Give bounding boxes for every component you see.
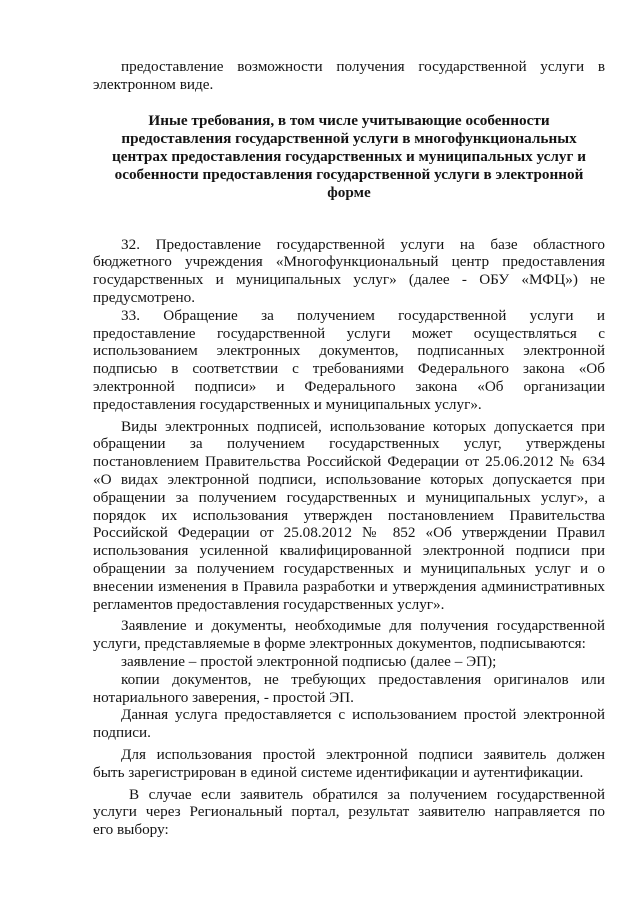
- text-line: государственных и муниципальных услуг» (далее - ОБУ «МФЦ») не: [93, 271, 605, 289]
- text-line: предусмотрено.: [93, 288, 196, 306]
- document-page: [93, 58, 605, 839]
- text-line: его выбору:: [93, 821, 169, 839]
- text-line: обращении за получением государственных услуг, утверждены: [93, 435, 605, 453]
- heading-line: особенности предоставления государственной услуги в электронной: [114, 165, 584, 183]
- text-line: предоставления государственных и муниципальных услуг».: [93, 395, 482, 413]
- heading-line: Иные требования, в том числе учитывающие особенности: [148, 111, 550, 129]
- text-line: обращении за получением государственных и муниципальных услуг», а: [93, 488, 605, 506]
- paragraph-register: [93, 746, 605, 782]
- text-line: электронной подписи» и Федерального закона «Об организации: [93, 377, 605, 395]
- text-line: обращении за получением государственных и муниципальных услуг и о: [93, 559, 605, 577]
- text-line: использованием электронных документов, подписанных электронной: [93, 342, 605, 360]
- text-line: бюджетного учреждения «Многофункциональный центр предоставления: [93, 253, 605, 271]
- text-line: Заявление и документы, необходимые для получения государственной: [121, 617, 605, 635]
- text-line: регламентов предоставления государственных услуг».: [93, 595, 445, 613]
- text-line: В случае если заявитель обратился за получением государственной: [129, 785, 605, 803]
- paragraph-given: [93, 706, 605, 742]
- text-line: предоставление государственной услуги может осуществляться с: [93, 324, 605, 342]
- text-line: постановлением Правительства Российской Федерации от 25.06.2012 № 634: [93, 453, 605, 471]
- heading-line: форме: [327, 183, 371, 201]
- text-line: порядок их использования утвержден постановлением Правительства: [93, 506, 605, 524]
- text-line: электронном виде.: [93, 75, 214, 93]
- text-line: внесении изменения в Правила разработки и утверждения административных: [93, 577, 605, 595]
- paragraph-33: [93, 307, 605, 414]
- text-line: Данная услуга предоставляется с использованием простой электронной: [121, 706, 605, 724]
- paragraph-copies: [93, 671, 605, 707]
- text-line: услуги, представляемые в форме электронных документов, подписываются:: [93, 635, 586, 653]
- text-line: предоставление возможности получения государственной услуги в: [121, 58, 605, 75]
- text-line: подписи.: [93, 724, 151, 742]
- paragraph-32: [93, 236, 605, 307]
- paragraph-signature-types: [93, 418, 605, 614]
- heading-line: центрах предоставления государственных и муниципальных услуг и: [112, 147, 586, 165]
- text-line: подписью в соответствии с требованиями Федерального закона «Об: [93, 360, 605, 378]
- text-line: 32. Предоставление государственной услуги на базе областного: [121, 235, 605, 253]
- paragraph-ep: [93, 653, 605, 671]
- heading-line: предоставления государственной услуги в многофункциональных: [121, 129, 577, 147]
- text-line: 33. Обращение за получением государственной услуги и: [121, 306, 605, 324]
- text-line: быть зарегистрирован в единой системе идентификации и аутентификации.: [93, 763, 584, 781]
- text-line: копии документов, не требующих предоставления оригиналов или: [121, 670, 605, 688]
- text-line: использования усиленной квалифицированной электронной подписи при: [93, 542, 605, 560]
- paragraph-case: [93, 786, 605, 839]
- intro-paragraph: [93, 58, 605, 94]
- text-line: нотариального заверения, - простой ЭП.: [93, 688, 354, 706]
- text-line: услуги через Региональный портал, результат заявителю направляется по: [93, 803, 605, 821]
- text-line: Российской Федерации от 25.08.2012 № 852 «Об утверждении Правил: [93, 524, 605, 542]
- paragraph-statement: [93, 617, 605, 653]
- text-line: заявление – простой электронной подписью (далее – ЭП);: [121, 652, 497, 670]
- text-line: Для использования простой электронной подписи заявитель должен: [121, 745, 605, 763]
- text-line: «О видах электронной подписи, использование которых допускается при: [93, 470, 605, 488]
- text-line: Виды электронных подписей, использование которых допускается при: [121, 417, 605, 435]
- section-heading: [93, 112, 605, 202]
